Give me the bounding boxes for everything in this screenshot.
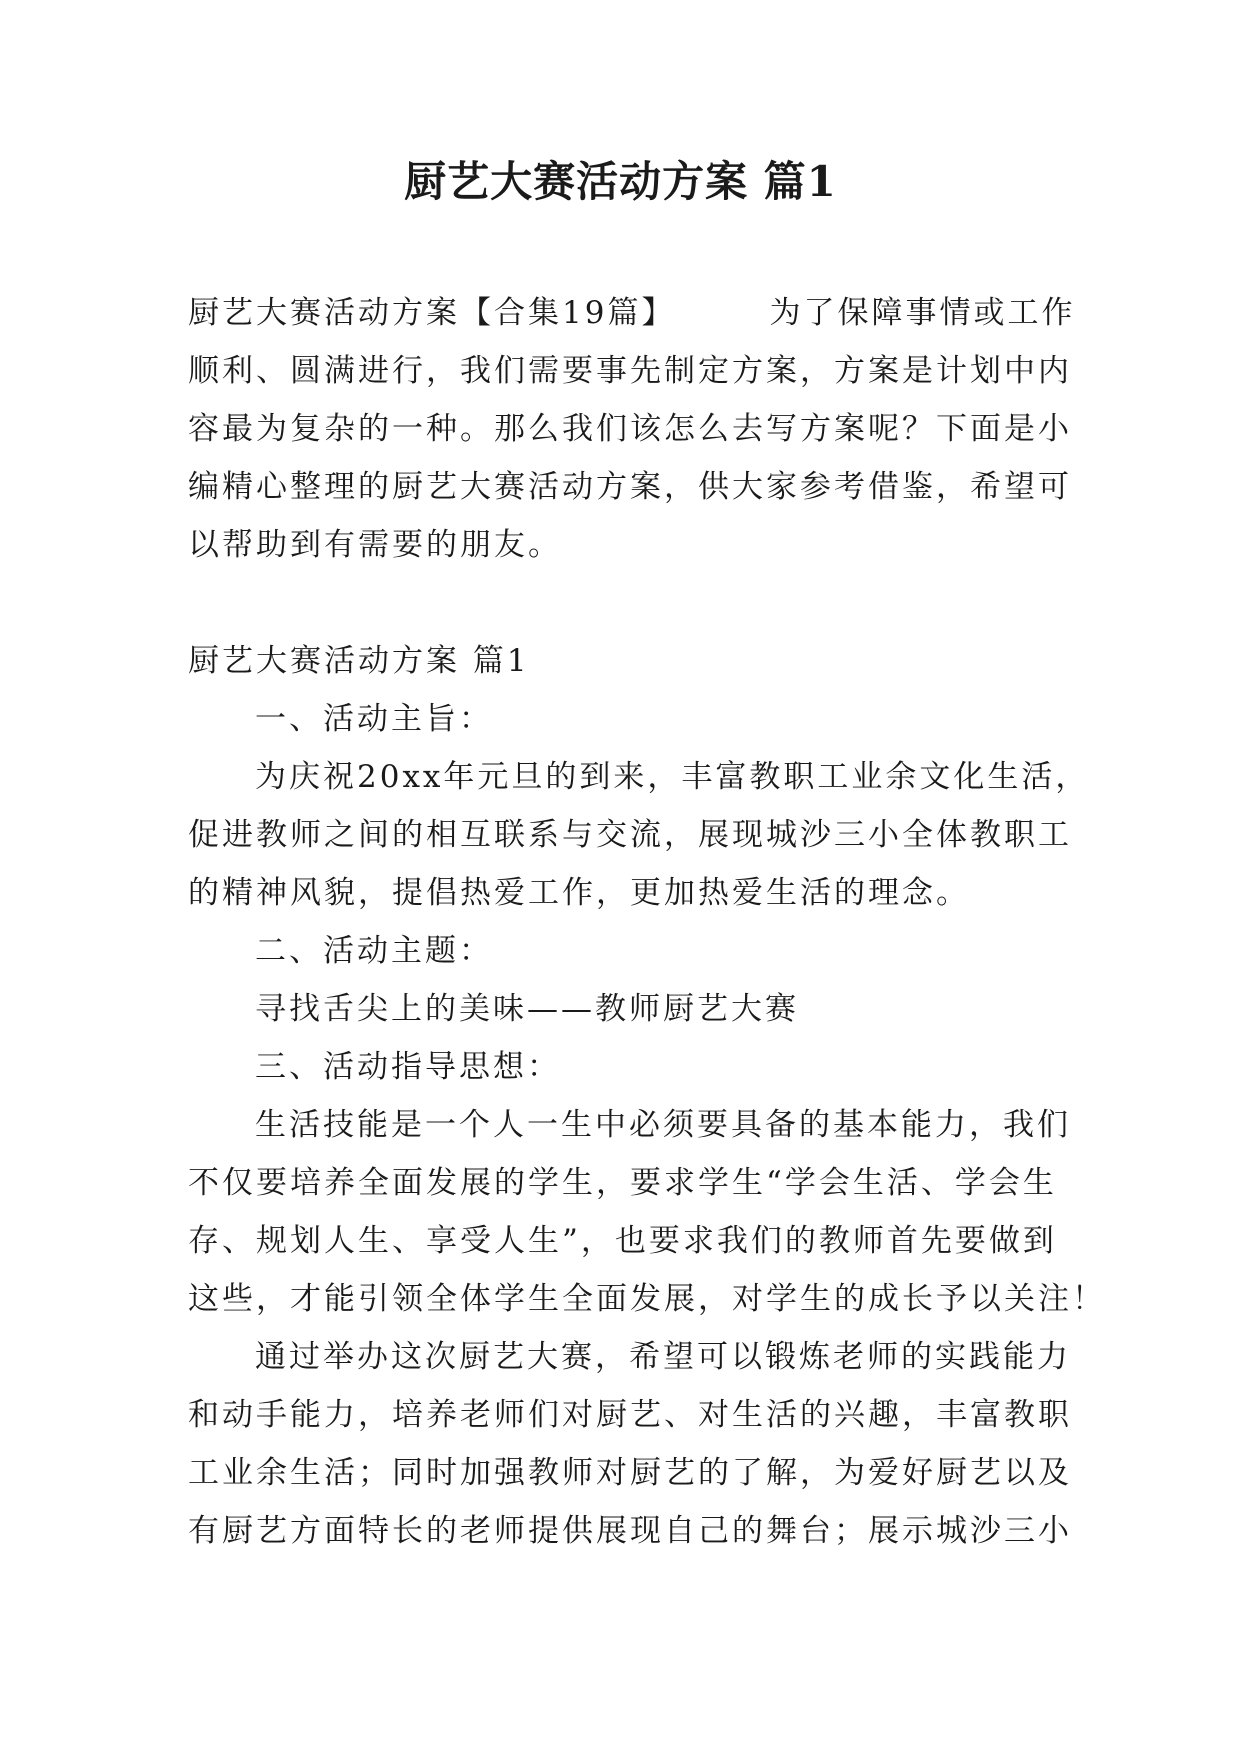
body-line: 促进教师之间的相互联系与交流，展现城沙三小全体教职工 <box>188 817 1072 853</box>
intro-line: 顺利、圆满进行，我们需要事先制定方案，方案是计划中内 <box>188 353 1072 389</box>
document-title: 厨艺大赛活动方案 篇1 <box>404 157 837 206</box>
intro-line: 以帮助到有需要的朋友。 <box>188 527 562 563</box>
heading-activity-purpose: 一、活动主旨： <box>255 701 493 737</box>
heading-activity-theme: 二、活动主题： <box>255 933 493 969</box>
intro-line <box>188 284 1076 342</box>
intro-line: 容最为复杂的一种。那么我们该怎么去写方案呢？下面是小 <box>188 411 1072 447</box>
paragraph-gap <box>188 574 1048 632</box>
document-body <box>188 284 1106 1560</box>
body-line: 为庆祝20xx年元旦的到来，丰富教职工业余文化生活， <box>255 759 1090 795</box>
body-line: 这些，才能引领全体学生全面发展，对学生的成长予以关注！ <box>188 1281 1106 1317</box>
body-line: 寻找舌尖上的美味——教师厨艺大赛 <box>255 991 799 1027</box>
body-line: 的精神风貌，提倡热爱工作，更加热爱生活的理念。 <box>188 875 970 911</box>
body-line: 通过举办这次厨艺大赛，希望可以锻炼老师的实践能力 <box>255 1339 1071 1375</box>
section-heading: 厨艺大赛活动方案 篇1 <box>188 643 530 679</box>
body-line: 工业余生活；同时加强教师对厨艺的了解，为爱好厨艺以及 <box>188 1455 1072 1491</box>
intro-line: 编精心整理的厨艺大赛活动方案，供大家参考借鉴，希望可 <box>188 469 1072 505</box>
body-line: 不仅要培养全面发展的学生，要求学生“学会生活、学会生 <box>188 1165 1057 1201</box>
body-line: 存、规划人生、享受人生”，也要求我们的教师首先要做到 <box>188 1223 1057 1259</box>
body-line: 有厨艺方面特长的老师提供展现自己的舞台；展示城沙三小 <box>188 1513 1072 1549</box>
body-line: 和动手能力，培养老师们对厨艺、对生活的兴趣，丰富教职 <box>188 1397 1072 1433</box>
heading-guiding-idea: 三、活动指导思想： <box>255 1049 561 1085</box>
intro-collection-title: 厨艺大赛活动方案【合集19篇】 <box>188 295 676 331</box>
body-line: 生活技能是一个人一生中必须要具备的基本能力，我们 <box>255 1107 1071 1143</box>
intro-text: 为了保障事情或工作 <box>769 295 1076 331</box>
